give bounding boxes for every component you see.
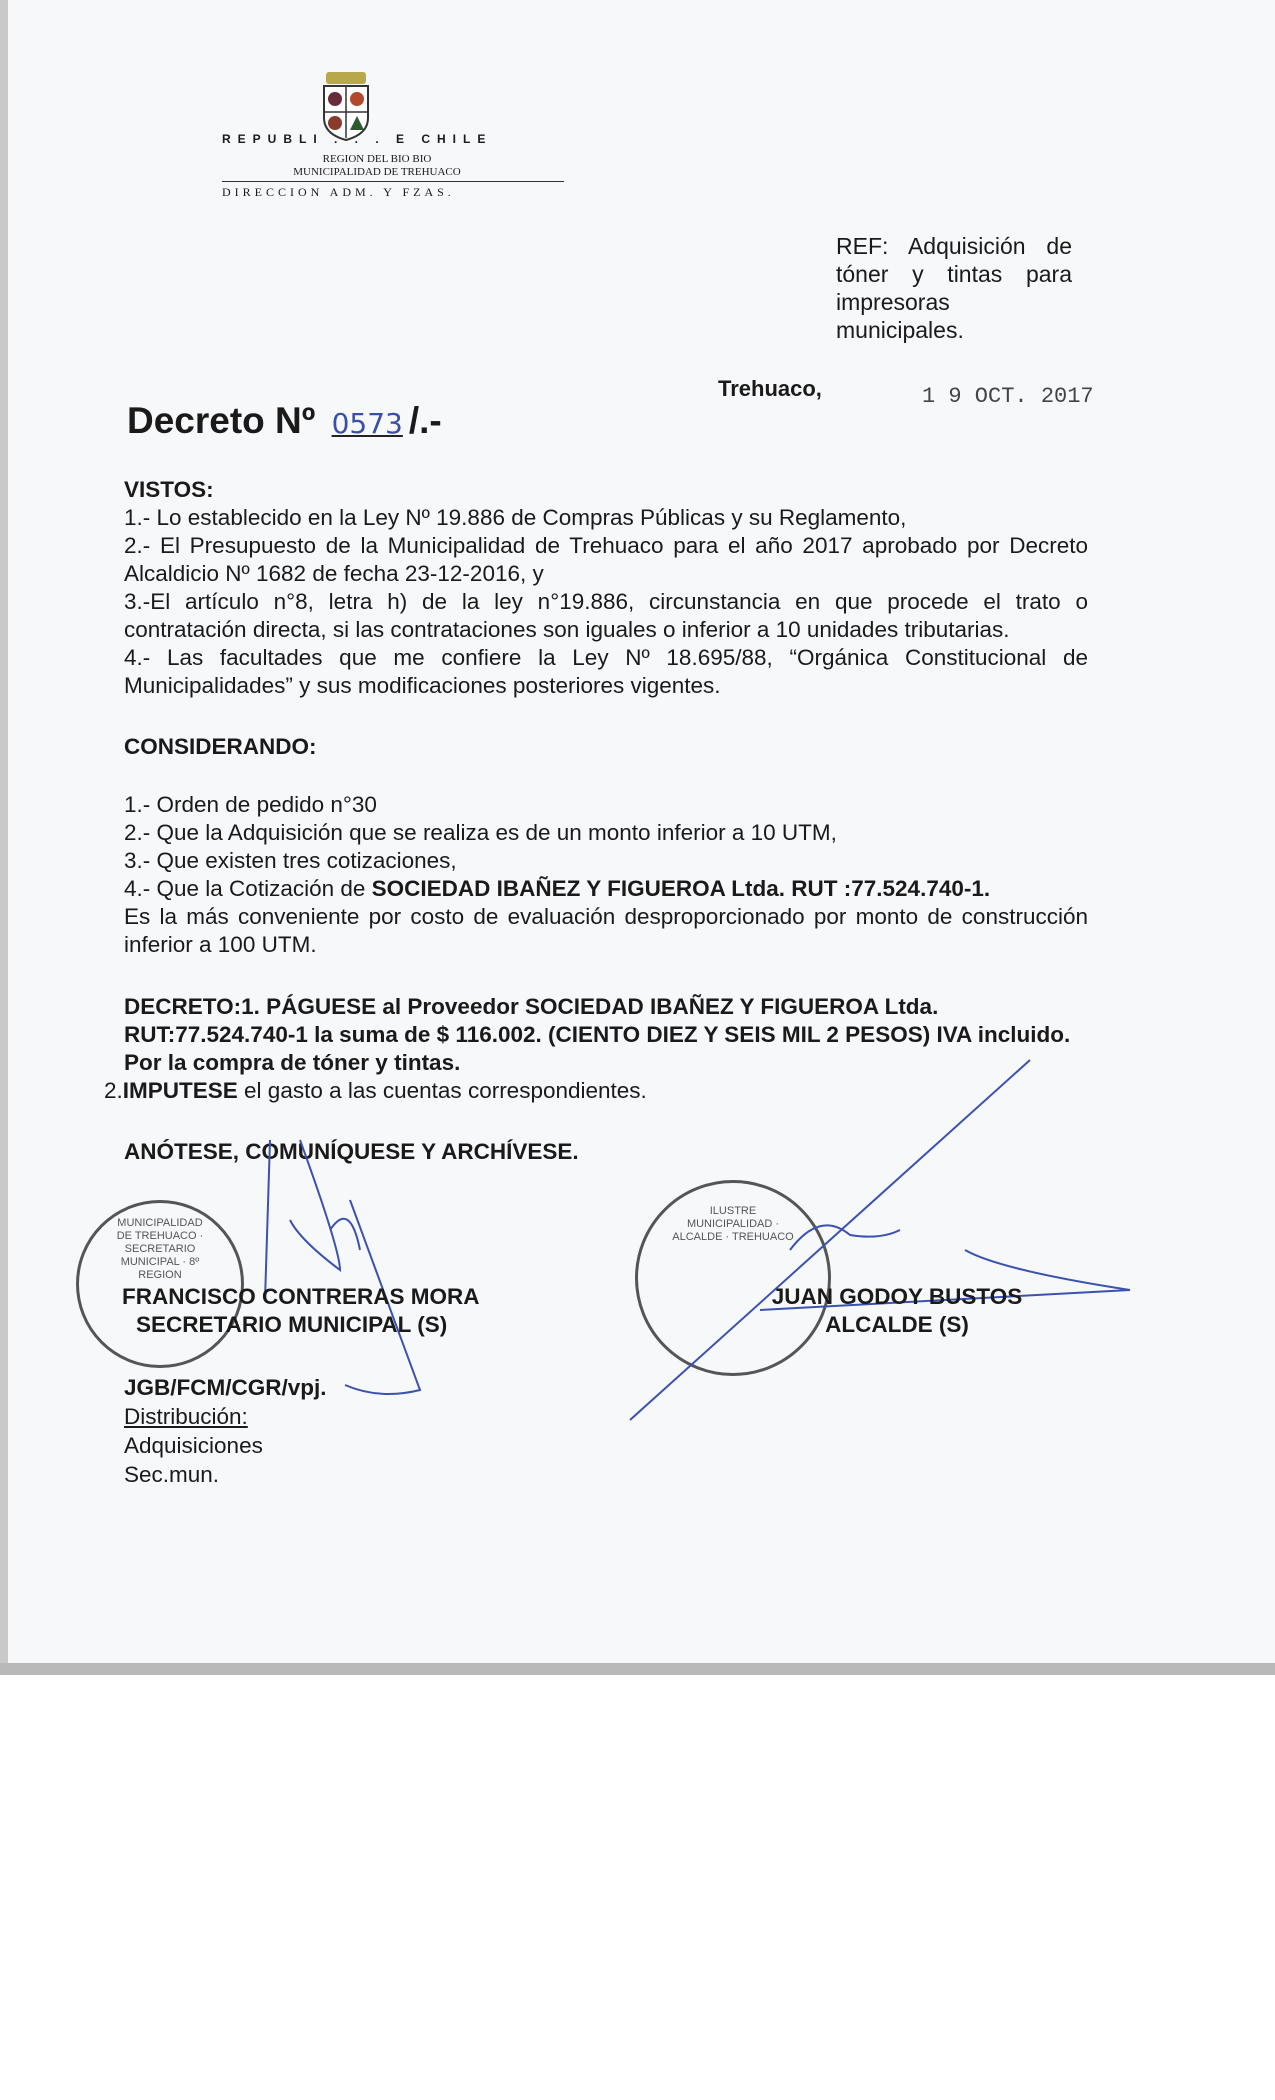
- decreto-line-1: DECRETO:1. PÁGUESE al Proveedor SOCIEDAD IBAÑEZ Y FIGUEROA Ltda. RUT:77.524.740-1 la suma de $ 116.002. (CIENTO DIEZ Y SEIS MIL 2 PESOS) IVA incluido. Por la compra de tóner y tintas.: [124, 994, 1071, 1075]
- signature-secretary: [122, 1283, 480, 1339]
- vistos-item: 3.-El artículo n°8, letra h) de la ley n°19.886, circunstancia en que procede el trato o contratación directa, si las contrataciones son iguales o inferior a 10 unidades tributarias.: [124, 589, 1088, 642]
- distribution-label: Distribución:: [124, 1404, 248, 1429]
- place: Trehuaco,: [718, 376, 822, 401]
- considerando-item: 3.- Que existen tres cotizaciones,: [124, 848, 457, 873]
- stamp-left-text: MUNICIPALIDAD DE TREHUACO · SECRETARIO MUNICIPAL · 8º REGION: [116, 1217, 204, 1281]
- considerando-item-cont: Es la más conveniente por costo de evaluación desproporcionado por monto de construcción inferior a 100 UTM.: [124, 904, 1088, 957]
- item4-supplier: SOCIEDAD IBAÑEZ Y FIGUEROA Ltda. RUT :77.524.740-1.: [371, 876, 991, 901]
- signer-title: ALCALDE (S): [825, 1312, 969, 1337]
- distribution-item: Sec.mun.: [124, 1462, 220, 1487]
- vistos-item: 1.- Lo establecido en la Ley Nº 19.886 de Compras Públicas y su Reglamento,: [124, 505, 907, 530]
- decree-suffix: /.-: [408, 400, 442, 441]
- considerando-item: 1.- Orden de pedido n°30: [124, 792, 377, 817]
- signer-name: JUAN GODOY BUSTOS: [771, 1284, 1023, 1309]
- line2-prefix: 2.: [104, 1078, 123, 1103]
- reference: REF: Adquisición de tóner y tintas para impresoras municipales.: [836, 233, 1072, 343]
- line2-bold: IMPUTESE: [122, 1078, 238, 1103]
- line2-rest: el gasto a las cuentas correspondientes.: [237, 1078, 647, 1103]
- vistos-item: 2.- El Presupuesto de la Municipalidad de Trehuaco para el año 2017 aprobado por Decreto Alcaldicio Nº 1682 de fecha 23-12-2016, y: [124, 533, 1088, 586]
- signer-name: FRANCISCO CONTRERAS MORA: [122, 1284, 480, 1309]
- vistos-title: VISTOS:: [124, 477, 214, 502]
- considerando-title: CONSIDERANDO:: [124, 734, 317, 759]
- footer: [124, 1373, 1088, 1489]
- header-department: DIRECCION ADM. Y FZAS.: [222, 185, 455, 199]
- stamp-right-text: ILUSTRE MUNICIPALIDAD · ALCALDE · TREHUACO: [672, 1205, 794, 1243]
- considerando-item: 2.- Que la Adquisición que se realiza es de un monto inferior a 10 UTM,: [124, 820, 837, 845]
- scan-bottom-edge: [0, 1663, 1275, 1675]
- date-stamp: 1 9 OCT. 2017: [922, 384, 1094, 409]
- closing: ANÓTESE, COMUNÍQUESE Y ARCHÍVESE.: [124, 1139, 579, 1164]
- signature-mayor: [752, 1283, 1042, 1339]
- decree-number: 0573: [331, 407, 403, 440]
- header-municipality: MUNICIPALIDAD DE TREHUACO: [293, 166, 461, 178]
- item4-prefix: 4.- Que la Cotización de: [124, 876, 372, 901]
- initials: JGB/FCM/CGR/vpj.: [124, 1375, 327, 1400]
- distribution-item: Adquisiciones: [124, 1433, 263, 1458]
- decree-label: Decreto Nº: [127, 400, 316, 441]
- header-region: REGION DEL BIO BIO: [322, 153, 432, 165]
- header-country: REPUBLI . . . E CHILE: [222, 132, 493, 146]
- signer-title: SECRETARIO MUNICIPAL (S): [136, 1312, 448, 1337]
- vistos-item: 4.- Las facultades que me confiere la Ley Nº 18.695/88, “Orgánica Constitucional de Municipalidades” y sus modificaciones posteriores vigentes.: [124, 645, 1088, 698]
